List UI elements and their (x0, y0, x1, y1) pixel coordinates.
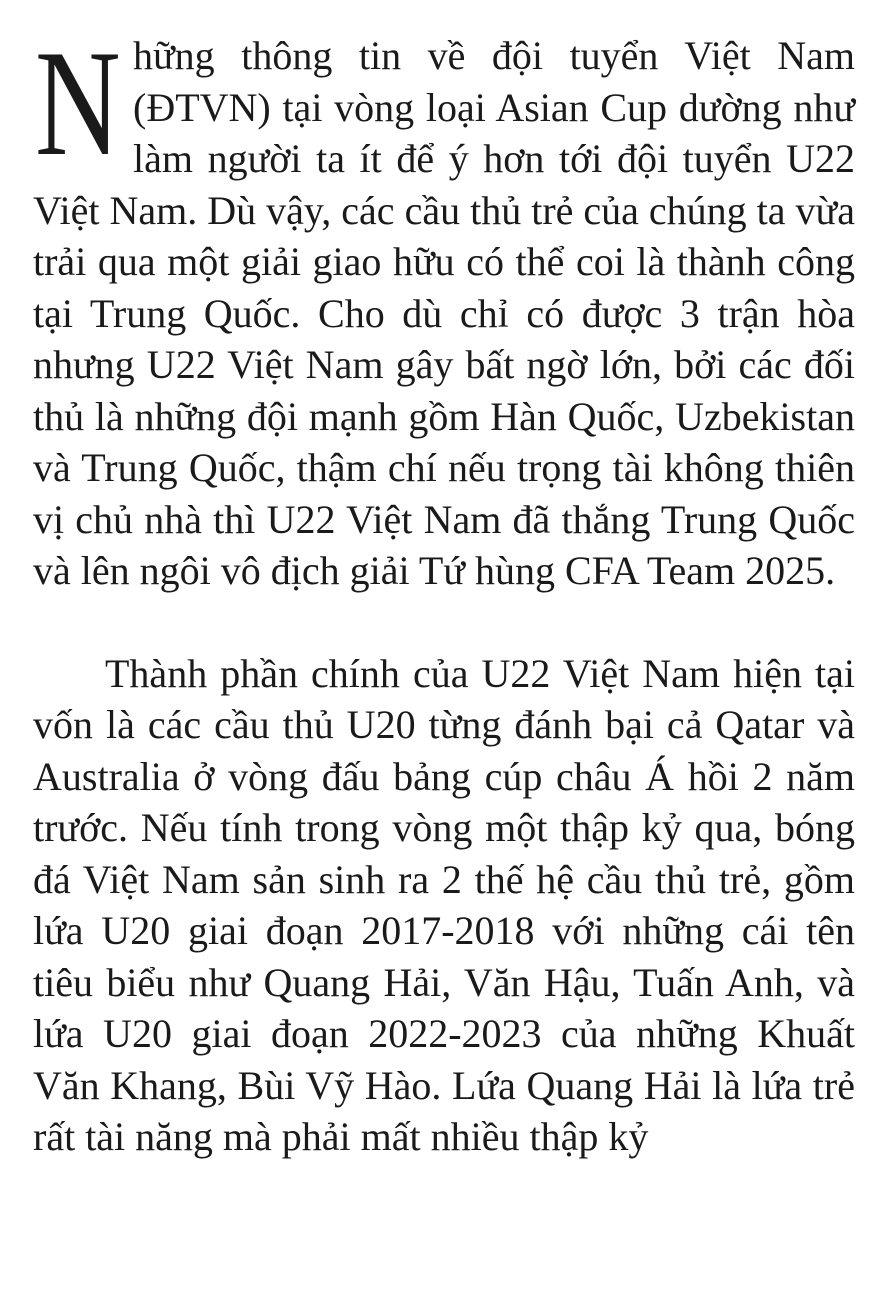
article-paragraph-2 (33, 648, 855, 1163)
paragraph-text: hững thông tin về đội tuyển Việt Nam (ĐTVN) tại vòng loại Asian Cup dường như làm người ta ít để ý hơn tới đội tuyển U22 Việt Nam. Dù vậy, các cầu thủ trẻ của chúng ta vừa trải qua một giải giao hữu có thể coi là thành công tại Trung Quốc. Cho dù chỉ có được 3 trận hòa nhưng U22 Việt Nam gây bất ngờ lớn, bởi các đối thủ là những đội mạnh gồm Hàn Quốc, Uzbekistan và Trung Quốc, thậm chí nếu trọng tài không thiên vị chủ nhà thì U22 Việt Nam đã thắng Trung Quốc và lên ngôi vô địch giải Tứ hùng CFA Team 2025. (33, 33, 855, 593)
article-paragraph-1 (33, 19, 855, 597)
drop-cap-letter: N (35, 19, 121, 187)
paragraph-text: Thành phần chính của U22 Việt Nam hiện tại vốn là các cầu thủ U20 từng đánh bại cả Qatar và Australia ở vòng đấu bảng cúp châu Á hồi 2 năm trước. Nếu tính trong vòng một thập kỷ qua, bóng đá Việt Nam sản sinh ra 2 thế hệ cầu thủ trẻ, gồm lứa U20 giai đoạn 2017-2018 với những cái tên tiêu biểu như Quang Hải, Văn Hậu, Tuấn Anh, và lứa U20 giai đoạn 2022-2023 của những Khuất Văn Khang, Bùi Vỹ Hào. Lứa Quang Hải là lứa trẻ rất tài năng mà phải mất nhiều thập kỷ (33, 650, 855, 1159)
article-body (33, 19, 855, 1163)
